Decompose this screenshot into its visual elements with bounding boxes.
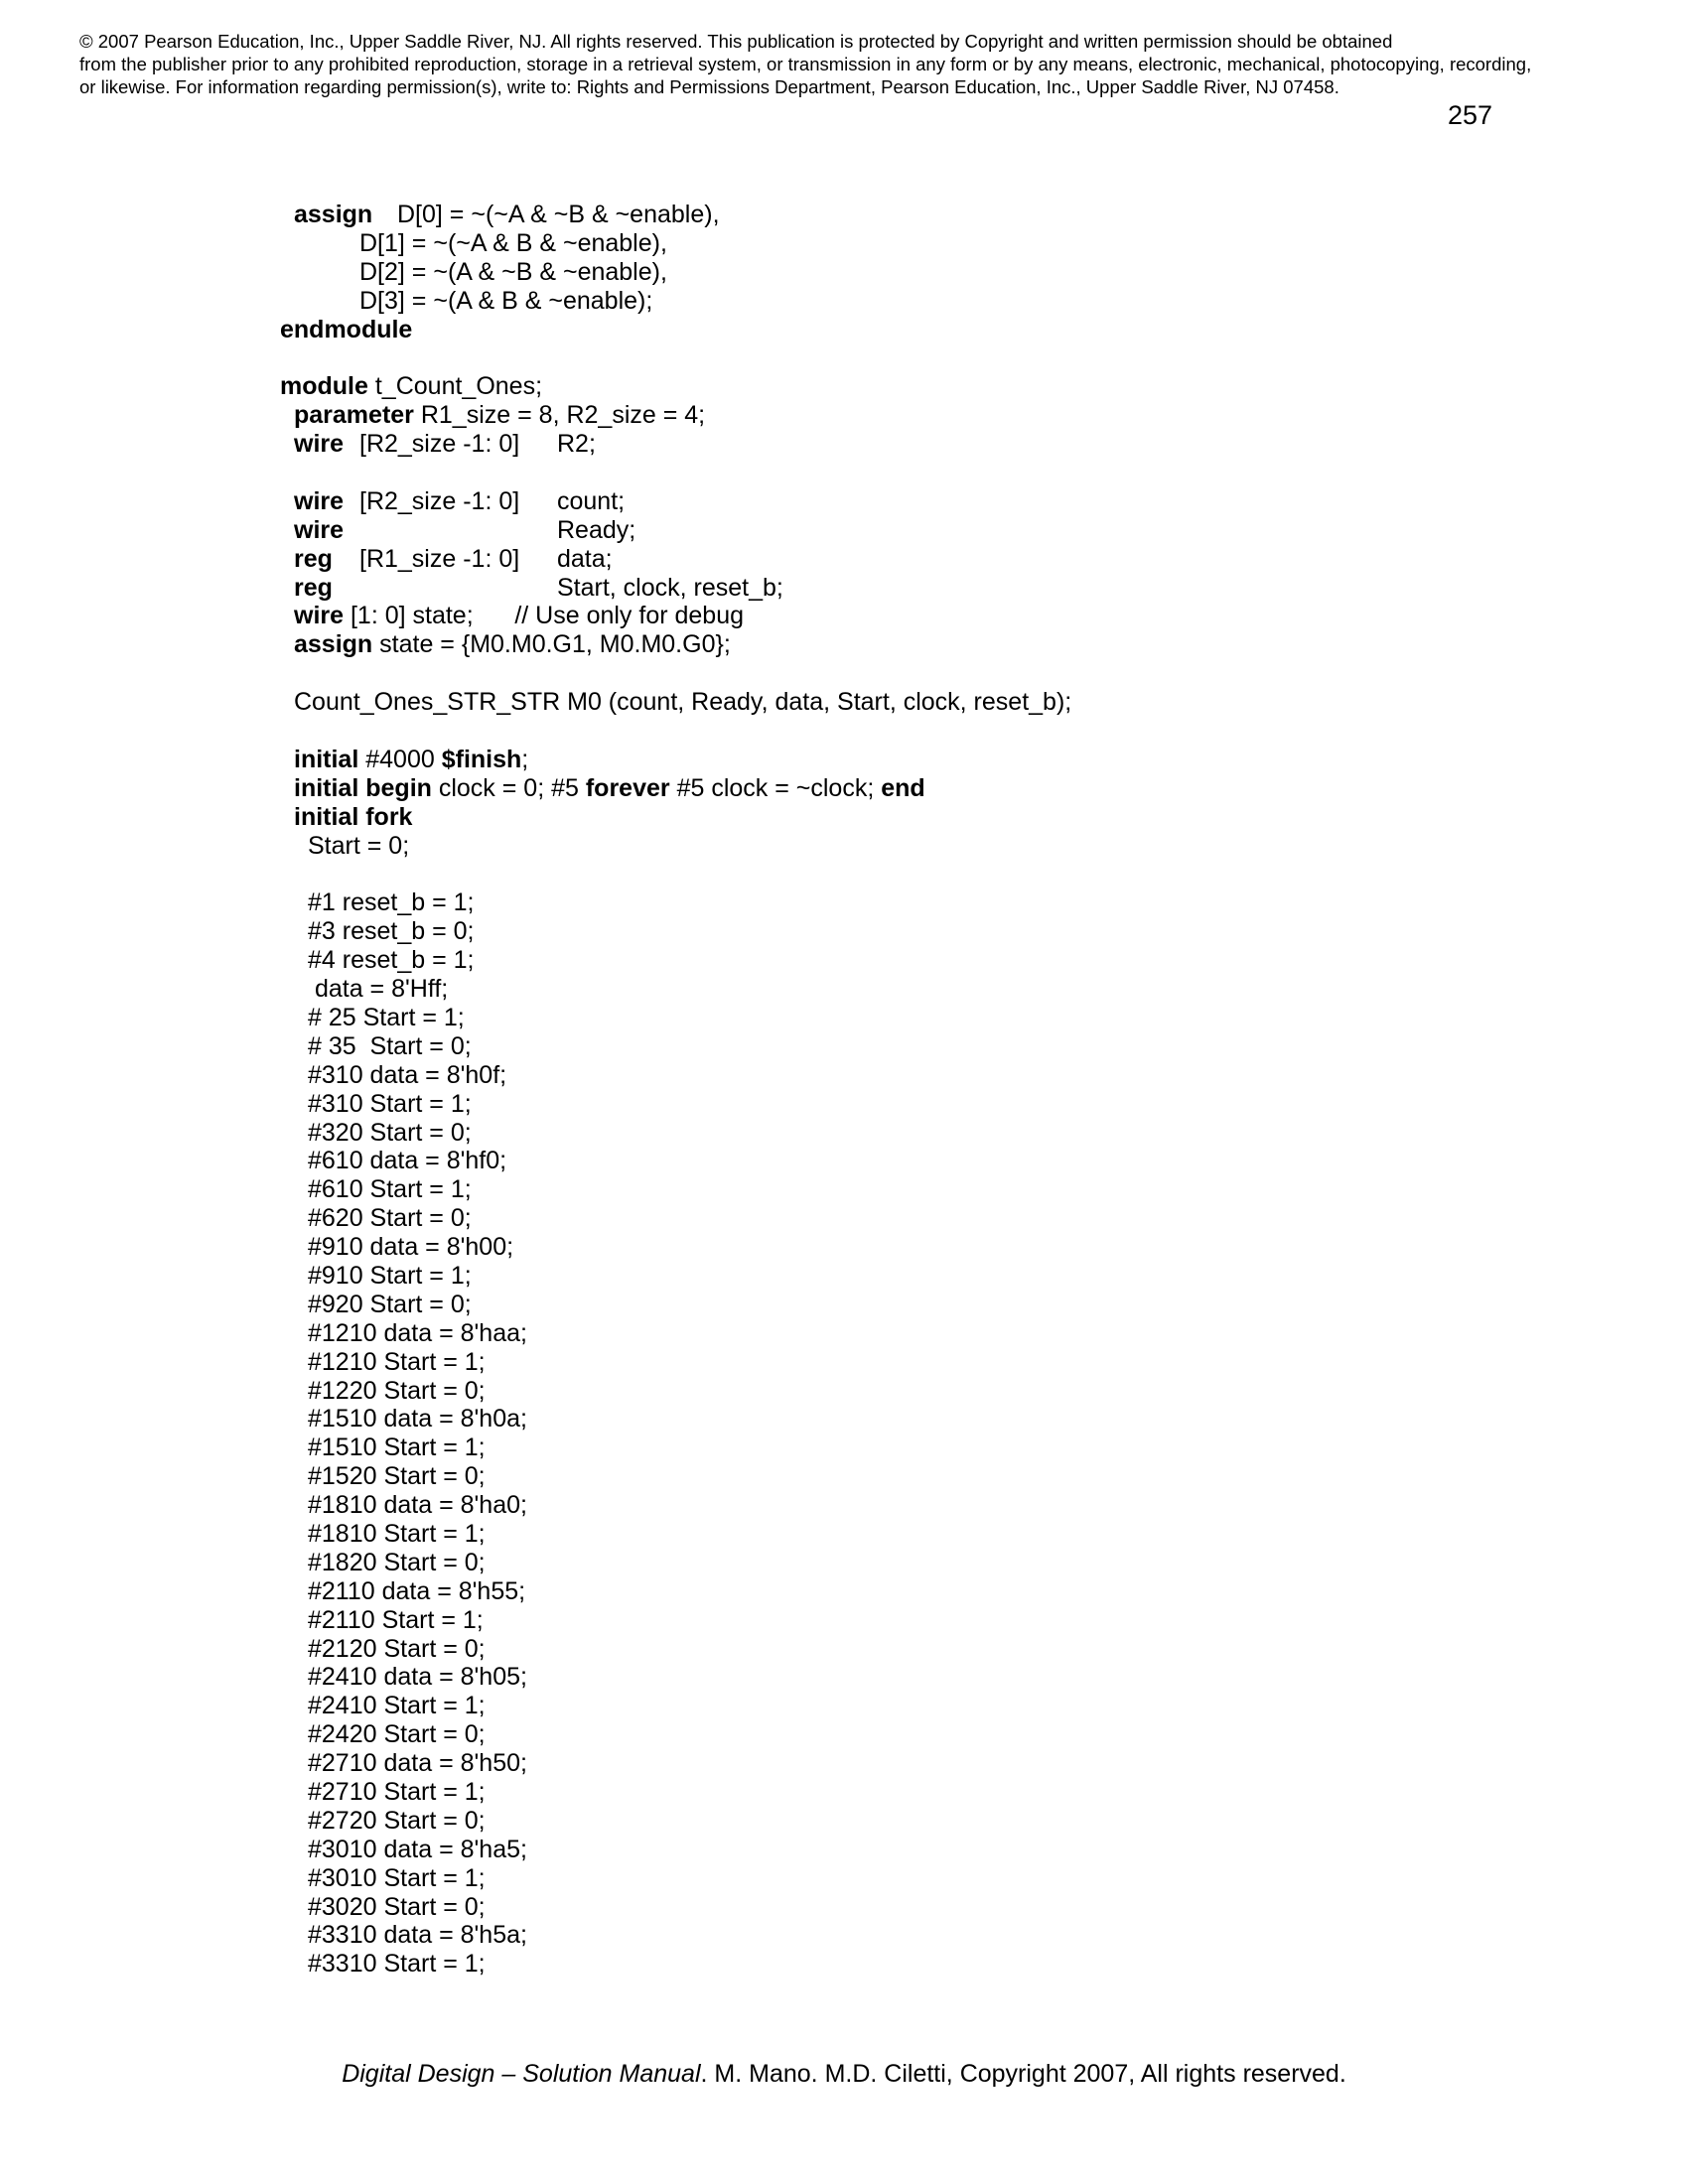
code-text: #1820 Start = 0; [308, 1548, 486, 1576]
code-text: #3310 data = 8'h5a; [308, 1921, 527, 1950]
keyword-parameter: parameter [294, 401, 414, 430]
code-line-assign-d3 [280, 286, 653, 316]
copyright-notice [79, 30, 1628, 98]
code-line-fork-statement [280, 1261, 472, 1291]
code-text: #3010 data = 8'ha5; [308, 1835, 527, 1863]
keyword-end: end [881, 773, 925, 802]
code-line-fork-statement [280, 1204, 472, 1233]
code-line-fork-statement [280, 946, 475, 975]
code-line-fork-statement [280, 1749, 527, 1778]
code-text: t_Count_Ones; [367, 372, 543, 401]
code-text: D[3] = ~(A & B & ~enable); [359, 286, 653, 315]
code-text: #2410 Start = 1; [308, 1692, 486, 1720]
code-line-fork-statement [280, 1921, 527, 1950]
code-line-fork-statement [280, 1634, 486, 1664]
footer-book-title: Digital Design – Solution Manual [342, 2060, 701, 2088]
code-text: #610 data = 8'hf0; [308, 1147, 507, 1175]
code-line-endmodule [280, 315, 413, 344]
code-line-fork-statement [280, 1576, 526, 1606]
code-line-reg-data [280, 544, 613, 574]
code-line-fork-statement [280, 1806, 486, 1836]
blank-line [280, 659, 308, 688]
code-line-instance [280, 688, 1072, 717]
code-text: #2110 data = 8'h55; [308, 1576, 526, 1605]
code-line-initial-finish [280, 745, 529, 774]
code-line-fork-statement [280, 1003, 465, 1032]
copyright-line-1: © 2007 Pearson Education, Inc., Upper Saddle River, NJ. All rights reserved. This publication is protected by Copyright and written permission should be obtained [79, 31, 1393, 52]
code-line-fork-statement [280, 1605, 484, 1635]
code-line-fork-statement [280, 1318, 527, 1348]
code-text: Start = 0; [308, 831, 410, 860]
code-line-fork-statement [280, 1089, 472, 1119]
code-text: [1: 0] state; // Use only for debug [344, 602, 745, 630]
blank-line [280, 343, 308, 372]
code-line-fork-statement [280, 1175, 472, 1204]
code-text: #910 Start = 1; [308, 1261, 472, 1290]
verilog-code-listing [280, 201, 1072, 1979]
code-text: D[1] = ~(~A & B & ~enable), [359, 228, 667, 257]
code-line-fork-statement [280, 1692, 486, 1720]
code-text: #920 Start = 0; [308, 1290, 472, 1318]
code-line-fork-statement [280, 1060, 507, 1090]
code-text: Ready; [557, 515, 636, 544]
code-line-fork-statement [280, 1720, 486, 1749]
code-text: #5 clock = ~clock; [669, 773, 882, 802]
code-line-assign-d0 [280, 201, 720, 229]
code-text: #620 Start = 0; [308, 1204, 472, 1233]
keyword-module: module [280, 372, 368, 401]
code-line-assign-d1 [280, 228, 667, 258]
code-text: # 25 Start = 1; [308, 1003, 465, 1031]
code-line-fork-statement [280, 1835, 527, 1864]
code-text: #4 reset_b = 1; [308, 946, 475, 975]
code-line-fork-statement [280, 1548, 486, 1577]
code-text: #2710 data = 8'h50; [308, 1749, 527, 1778]
keyword-initial: initial [294, 773, 359, 802]
code-text: data; [557, 544, 613, 573]
keyword-wire: wire [294, 515, 345, 544]
code-line-fork-statement [280, 888, 475, 917]
keyword-reg: reg [294, 573, 333, 602]
code-line-fork-statement [280, 1777, 486, 1807]
code-text: Count_Ones_STR_STR M0 (count, Ready, data, Start, clock, reset_b); [294, 688, 1072, 717]
code-text: #3 reset_b = 0; [308, 917, 475, 946]
code-text: #3310 Start = 1; [308, 1950, 486, 1979]
code-text: #610 Start = 1; [308, 1175, 472, 1204]
code-text: #2420 Start = 0; [308, 1720, 486, 1749]
code-line-wire-ready [280, 515, 636, 545]
code-text: #2410 data = 8'h05; [308, 1663, 527, 1692]
code-text: #1810 data = 8'ha0; [308, 1491, 527, 1520]
code-line-fork-statement [280, 975, 449, 1004]
code-line-fork-statement [280, 1433, 486, 1462]
code-line-start0 [280, 831, 410, 861]
code-text: #2110 Start = 1; [308, 1605, 484, 1634]
code-line-fork-statement [280, 1663, 527, 1692]
code-line-parameter [280, 401, 706, 430]
code-text: #1510 Start = 1; [308, 1433, 486, 1462]
code-text: #1 reset_b = 1; [308, 888, 475, 917]
code-text: ; [521, 745, 529, 773]
code-text: #1210 data = 8'haa; [308, 1318, 527, 1347]
page-footer [0, 2059, 1688, 2089]
code-text: #1510 data = 8'h0a; [308, 1405, 527, 1433]
code-line-wire-r2 [280, 430, 596, 459]
code-text: Start, clock, reset_b; [557, 573, 783, 602]
keyword-assign: assign [294, 630, 373, 659]
code-line-fork-statement [280, 1233, 514, 1262]
code-line-fork-statement [280, 1491, 527, 1520]
code-line-fork-statement [280, 1290, 472, 1319]
blank-line [280, 459, 308, 487]
code-text: #1210 Start = 1; [308, 1347, 486, 1376]
code-text: #3020 Start = 0; [308, 1892, 486, 1921]
code-text: [R1_size -1: 0] [359, 544, 520, 573]
code-text: #310 Start = 1; [308, 1089, 472, 1118]
code-text: clock = 0; #5 [431, 773, 586, 802]
code-line-fork-statement [280, 1462, 486, 1491]
code-line-fork-statement [280, 1147, 507, 1175]
code-text: # 35 Start = 0; [308, 1031, 472, 1060]
code-text: #2120 Start = 0; [308, 1634, 486, 1663]
copyright-line-3: or likewise. For information regarding permission(s), write to: Rights and Permissions Department, Pearson Education, Inc., Upper Saddle River, NJ 07458. [79, 76, 1339, 97]
code-text: D[0] = ~(~A & ~B & ~enable), [397, 201, 720, 228]
code-line-fork-statement [280, 1376, 486, 1406]
copyright-line-2: from the publisher prior to any prohibited reproduction, storage in a retrieval system, or transmission in any form or by any means, electronic, mechanical, photocopying, recording, [79, 54, 1532, 74]
code-text: [R2_size -1: 0] [359, 486, 520, 515]
keyword-assign: assign [294, 201, 373, 228]
code-line-initial-clock [280, 773, 925, 803]
code-line-fork-statement [280, 1863, 486, 1893]
code-line-wire-state [280, 602, 745, 630]
code-line-assign-state [280, 630, 731, 659]
code-text: #4000 [358, 745, 442, 773]
code-text: #2720 Start = 0; [308, 1806, 486, 1835]
keyword-reg: reg [294, 544, 333, 573]
code-text: D[2] = ~(A & ~B & ~enable), [359, 257, 667, 286]
keyword-endmodule: endmodule [280, 315, 413, 343]
keyword-finish: $finish [441, 745, 522, 773]
keyword-wire: wire [294, 486, 345, 515]
code-line-fork-statement [280, 1405, 527, 1433]
code-line-fork-statement [280, 1950, 486, 1979]
code-line-fork-statement [280, 1118, 472, 1148]
code-text: [R2_size -1: 0] [359, 430, 520, 459]
fork-statement-list [280, 888, 527, 1979]
blank-line [280, 860, 308, 888]
keyword-begin: begin [358, 773, 432, 802]
code-line-initial-fork [280, 802, 413, 832]
code-text: #1220 Start = 0; [308, 1376, 486, 1405]
code-text: #910 data = 8'h00; [308, 1233, 514, 1262]
code-line-module [280, 372, 543, 401]
code-text: R2; [557, 430, 596, 459]
keyword-initial: initial [294, 745, 359, 773]
code-text: count; [557, 486, 626, 515]
footer-credit: . M. Mano. M.D. Ciletti, Copyright 2007, All rights reserved. [700, 2060, 1346, 2088]
code-line-fork-statement [280, 917, 475, 946]
code-text: #2710 Start = 1; [308, 1777, 486, 1806]
keyword-wire: wire [294, 602, 345, 630]
keyword-wire: wire [294, 430, 345, 459]
code-text: #3010 Start = 1; [308, 1863, 486, 1892]
keyword-forever: forever [585, 773, 670, 802]
code-text: state = {M0.M0.G1, M0.M0.G0}; [372, 630, 731, 659]
code-text: #320 Start = 0; [308, 1118, 472, 1147]
code-line-fork-statement [280, 1519, 486, 1549]
code-text: data = 8'Hff; [308, 975, 449, 1004]
code-text: R1_size = 8, R2_size = 4; [413, 401, 706, 430]
code-text: #1810 Start = 1; [308, 1519, 486, 1548]
code-text: #310 data = 8'h0f; [308, 1060, 507, 1089]
code-line-reg-start [280, 573, 783, 603]
code-text: #1520 Start = 0; [308, 1462, 486, 1491]
code-line-fork-statement [280, 1892, 486, 1922]
code-line-wire-count [280, 486, 626, 516]
code-line-assign-d2 [280, 257, 667, 287]
keyword-initial-fork: initial fork [294, 802, 413, 831]
blank-line [280, 717, 308, 746]
page-number: 257 [1448, 100, 1493, 130]
code-line-fork-statement [280, 1031, 472, 1061]
code-line-fork-statement [280, 1347, 486, 1377]
